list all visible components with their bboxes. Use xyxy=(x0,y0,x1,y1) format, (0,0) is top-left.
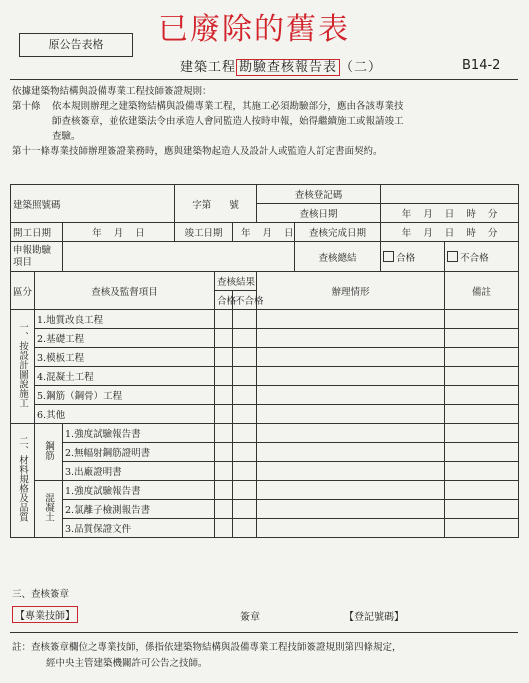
check-complete-field[interactable] xyxy=(381,223,519,242)
year-label: 年 xyxy=(401,228,412,239)
footnote-line1: 註：查核簽章欄位之專業技師，係指依建築物結構與設備專業工程技師簽證規則第四條規定， xyxy=(12,642,402,653)
regulation-text xyxy=(12,84,517,159)
article-10-label: 第十條 xyxy=(12,101,41,112)
table-row: 2.基礎工程 xyxy=(35,329,215,348)
permit-number-label-cell xyxy=(11,185,175,223)
remarks-cell[interactable] xyxy=(445,310,519,329)
table-row: 1.地質改良工程 xyxy=(35,310,215,329)
fail-cell[interactable] xyxy=(233,310,257,329)
pass-option-label: 合格 xyxy=(396,252,416,264)
summary-pass-option[interactable] xyxy=(381,242,445,272)
article-10 xyxy=(12,99,517,114)
minute-label: 分 xyxy=(487,209,498,220)
situation-cell[interactable] xyxy=(257,367,445,386)
fail-cell[interactable] xyxy=(233,443,257,462)
engineer-label: 【專業技師】 xyxy=(12,606,78,623)
check-date-field[interactable] xyxy=(381,204,519,223)
finish-date-label: 竣工日期 xyxy=(175,223,233,242)
pass-cell[interactable] xyxy=(215,481,233,500)
finish-date-field[interactable] xyxy=(233,223,295,242)
permit-hao: 號 xyxy=(229,199,239,211)
pass-checkbox[interactable] xyxy=(383,251,394,262)
col-section-header: 區分 xyxy=(11,272,35,310)
fail-cell[interactable] xyxy=(233,481,257,500)
pass-cell[interactable] xyxy=(215,367,233,386)
situation-cell[interactable] xyxy=(257,424,445,443)
form-title xyxy=(180,56,382,75)
month-label: 月 xyxy=(423,209,433,220)
check-reg-label: 查核登記碼 xyxy=(257,185,381,204)
divider-top xyxy=(10,79,518,80)
remarks-cell[interactable] xyxy=(445,519,519,538)
title-prefix: 建築工程 xyxy=(180,60,237,75)
pass-cell[interactable] xyxy=(215,500,233,519)
remarks-cell[interactable] xyxy=(445,462,519,481)
article-11: 第十一條專業技師辦理簽證業務時，應與建築物起造人及設計人或監造人訂定書面契約。 xyxy=(12,146,383,157)
remarks-cell[interactable] xyxy=(445,443,519,462)
situation-cell[interactable] xyxy=(257,348,445,367)
obsolete-stamp: 已廢除的舊表 xyxy=(158,12,350,47)
original-form-label: 原公告表格 xyxy=(19,33,133,57)
pass-cell[interactable] xyxy=(215,310,233,329)
pass-cell[interactable] xyxy=(215,519,233,538)
fail-cell[interactable] xyxy=(233,424,257,443)
check-complete-label: 查核完成日期 xyxy=(295,223,381,242)
start-date-label: 開工日期 xyxy=(11,223,63,242)
permit-mid: 字第 xyxy=(192,199,212,211)
fail-cell[interactable] xyxy=(233,405,257,424)
fail-cell[interactable] xyxy=(233,329,257,348)
title-suffix: （二） xyxy=(340,60,383,75)
remarks-cell[interactable] xyxy=(445,329,519,348)
day-label: 日 xyxy=(444,209,455,220)
day-label: 日 xyxy=(284,228,294,239)
remarks-cell[interactable] xyxy=(445,481,519,500)
year-label: 年 xyxy=(401,209,412,220)
form-code: B14-2 xyxy=(462,58,501,73)
fail-checkbox[interactable] xyxy=(447,251,458,262)
minute-label: 分 xyxy=(487,228,498,239)
situation-cell[interactable] xyxy=(257,500,445,519)
concrete-label-cell xyxy=(35,481,63,538)
title-highlight: 勘驗查核報告表 xyxy=(236,59,340,76)
table-row: 2.氯離子檢測報告書 xyxy=(63,500,215,519)
table-row: 2.無幅射鋼筋證明書 xyxy=(63,443,215,462)
check-summary-label: 查核總結 xyxy=(295,242,381,272)
col-items-header: 查核及監督項目 xyxy=(35,272,215,310)
situation-cell[interactable] xyxy=(257,386,445,405)
fail-option-label: 不合格 xyxy=(460,252,489,264)
report-items-label: 申報勘驗項目 xyxy=(11,242,63,272)
col-result-header: 查核結果 xyxy=(215,272,257,291)
year-label: 年 xyxy=(241,228,251,239)
situation-cell[interactable] xyxy=(257,481,445,500)
reg-code-label: 【登記號碼】 xyxy=(344,612,404,623)
month-label: 月 xyxy=(423,228,433,239)
situation-cell[interactable] xyxy=(257,329,445,348)
col-remarks-header: 備註 xyxy=(445,272,519,310)
article-10-line1: 依本規則辦理之建築物結構與設備專業工程，其施工必須勘驗部分，應由各該專業技 xyxy=(52,101,404,112)
month-label: 月 xyxy=(262,228,273,239)
pass-cell[interactable] xyxy=(215,405,233,424)
pass-cell[interactable] xyxy=(215,348,233,367)
section-2-label: 二、材料規格及品質 xyxy=(17,436,28,522)
check-date-label: 查核日期 xyxy=(257,204,381,223)
inspection-form-table xyxy=(10,184,519,538)
table-row: 3.出廠證明書 xyxy=(63,462,215,481)
steel-label-cell xyxy=(35,424,63,481)
day-label: 日 xyxy=(135,228,145,239)
table-row: 3.品質保證文件 xyxy=(63,519,215,538)
day-label: 日 xyxy=(444,228,455,239)
hour-label: 時 xyxy=(466,209,476,220)
section-1-label: 一、按設計圖說施工 xyxy=(17,322,28,408)
fail-cell[interactable] xyxy=(233,367,257,386)
remarks-cell[interactable] xyxy=(445,348,519,367)
section-2-label-cell xyxy=(11,424,35,538)
pass-cell[interactable] xyxy=(215,386,233,405)
table-row: 1.強度試驗報告書 xyxy=(63,424,215,443)
table-row: 1.強度試驗報告書 xyxy=(63,481,215,500)
article-10-line3: 查驗。 xyxy=(52,131,81,142)
check-reg-field[interactable] xyxy=(381,185,519,204)
table-row: 4.混凝土工程 xyxy=(35,367,215,386)
remarks-cell[interactable] xyxy=(445,424,519,443)
regulation-intro: 依據建築物結構與設備專業工程技師簽證規則： xyxy=(12,86,212,97)
article-10-line2: 師查核簽章，並依建築法令由承造人會同監造人按時申報，始得繼續施工或報請竣工 xyxy=(52,116,404,127)
year-label: 年 xyxy=(92,228,102,239)
footnote-line2: 經中央主管建築機關許可公告之技師。 xyxy=(46,658,208,669)
summary-fail-option[interactable] xyxy=(445,242,519,272)
sign-label: 簽章 xyxy=(240,612,260,623)
pass-cell[interactable] xyxy=(215,462,233,481)
remarks-cell[interactable] xyxy=(445,500,519,519)
hour-label: 時 xyxy=(466,228,476,239)
remarks-cell[interactable] xyxy=(445,405,519,424)
section-3-title: 三、查核簽章 xyxy=(12,589,70,600)
situation-cell[interactable] xyxy=(257,519,445,538)
table-row: 5.鋼筋（鋼骨）工程 xyxy=(35,386,215,405)
col-situation-header: 辦理情形 xyxy=(257,272,445,310)
pass-cell[interactable] xyxy=(215,443,233,462)
month-label: 月 xyxy=(113,228,124,239)
table-row: 3.模板工程 xyxy=(35,348,215,367)
pass-cell[interactable] xyxy=(215,424,233,443)
fail-cell[interactable] xyxy=(233,386,257,405)
fail-cell[interactable] xyxy=(233,348,257,367)
section-1-label-cell xyxy=(11,310,35,424)
situation-cell[interactable] xyxy=(257,405,445,424)
remarks-cell[interactable] xyxy=(445,367,519,386)
pass-cell[interactable] xyxy=(215,329,233,348)
fail-cell[interactable] xyxy=(233,519,257,538)
report-items-field[interactable] xyxy=(63,242,295,272)
situation-cell[interactable] xyxy=(257,310,445,329)
fail-cell[interactable] xyxy=(233,462,257,481)
situation-cell[interactable] xyxy=(257,462,445,481)
footnote xyxy=(12,640,517,672)
remarks-cell[interactable] xyxy=(445,386,519,405)
col-pass-header: 合格 xyxy=(215,291,233,310)
divider-bottom xyxy=(10,632,518,633)
concrete-label: 混凝土 xyxy=(43,493,54,522)
permit-mid-cell xyxy=(175,185,257,223)
col-fail-header: 不合格 xyxy=(233,291,257,310)
table-row: 6.其他 xyxy=(35,405,215,424)
permit-number-label: 建築照號碼 xyxy=(13,199,61,211)
start-date-field[interactable] xyxy=(63,223,175,242)
situation-cell[interactable] xyxy=(257,443,445,462)
fail-cell[interactable] xyxy=(233,500,257,519)
steel-label: 鋼筋 xyxy=(43,441,54,460)
